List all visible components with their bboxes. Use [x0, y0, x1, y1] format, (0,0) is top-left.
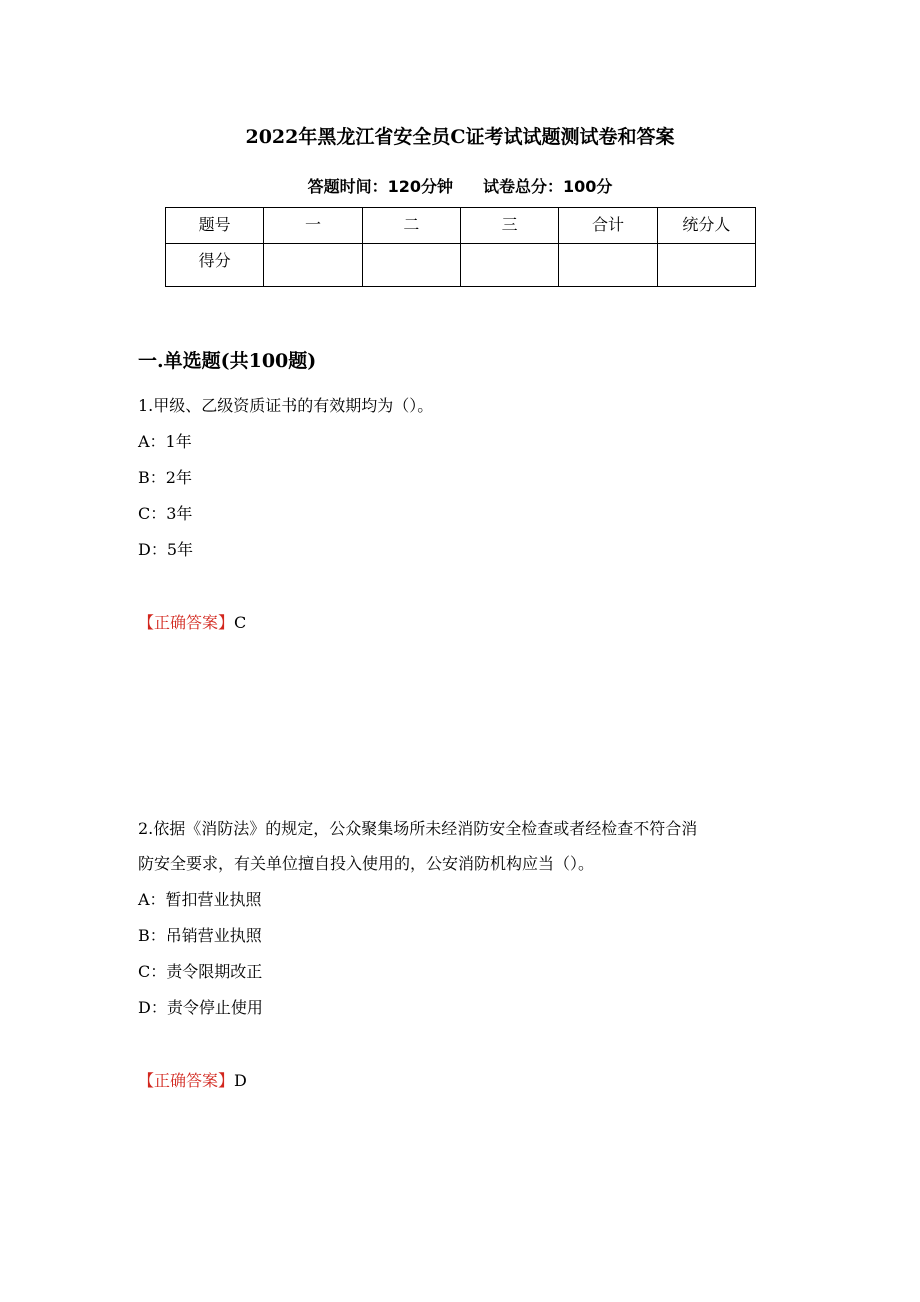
score-cell-empty	[264, 244, 362, 287]
score-cell-empty	[362, 244, 460, 287]
option-b: B：2年	[138, 468, 192, 487]
score-table-score-row	[166, 244, 756, 287]
question-stem: 防安全要求，有关单位擅自投入使用的，公安消防机构应当（）。	[138, 854, 595, 873]
option-d: D：责令停止使用	[138, 998, 263, 1017]
score-table-header-cell: 三	[460, 208, 558, 244]
question-stem: 2.依据《消防法》的规定，公众聚集场所未经消防安全检查或者经检查不符合消	[138, 819, 698, 838]
option-c: C：责令限期改正	[138, 962, 263, 981]
option-a: A：1年	[138, 432, 192, 451]
question-stem: 1.甲级、乙级资质证书的有效期均为（）。	[138, 396, 434, 415]
score-row-label: 得分	[166, 244, 264, 287]
score-cell-empty	[559, 244, 657, 287]
section-heading: 一.单选题(共100题)	[138, 350, 317, 372]
page-title: 2022年黑龙江省安全员C证考试试题测试卷和答案	[245, 126, 675, 148]
option-a: A：暂扣营业执照	[138, 890, 262, 909]
score-table-header-cell: 题号	[166, 208, 264, 244]
exam-info	[0, 174, 920, 197]
score-table-header-row	[166, 208, 756, 244]
score-table-header-cell: 二	[362, 208, 460, 244]
exam-time: 答题时间：120分钟	[307, 177, 453, 196]
option-d: D：5年	[138, 540, 194, 559]
score-cell-empty	[460, 244, 558, 287]
option-b: B：吊销营业执照	[138, 926, 262, 945]
score-table-header-cell: 合计	[559, 208, 657, 244]
exam-total-score: 试卷总分：100分	[483, 177, 613, 196]
correct-answer	[138, 610, 246, 633]
option-c: C：3年	[138, 504, 193, 523]
correct-answer	[138, 1068, 247, 1091]
correct-answer-label: 【正确答案】	[138, 613, 235, 632]
score-cell-empty	[657, 244, 755, 287]
score-table-header-cell: 一	[264, 208, 362, 244]
score-table-header-cell: 统分人	[657, 208, 755, 244]
correct-answer-value: D	[234, 1071, 247, 1090]
correct-answer-value: C	[234, 613, 247, 632]
score-table	[165, 207, 756, 287]
correct-answer-label: 【正确答案】	[138, 1071, 235, 1090]
